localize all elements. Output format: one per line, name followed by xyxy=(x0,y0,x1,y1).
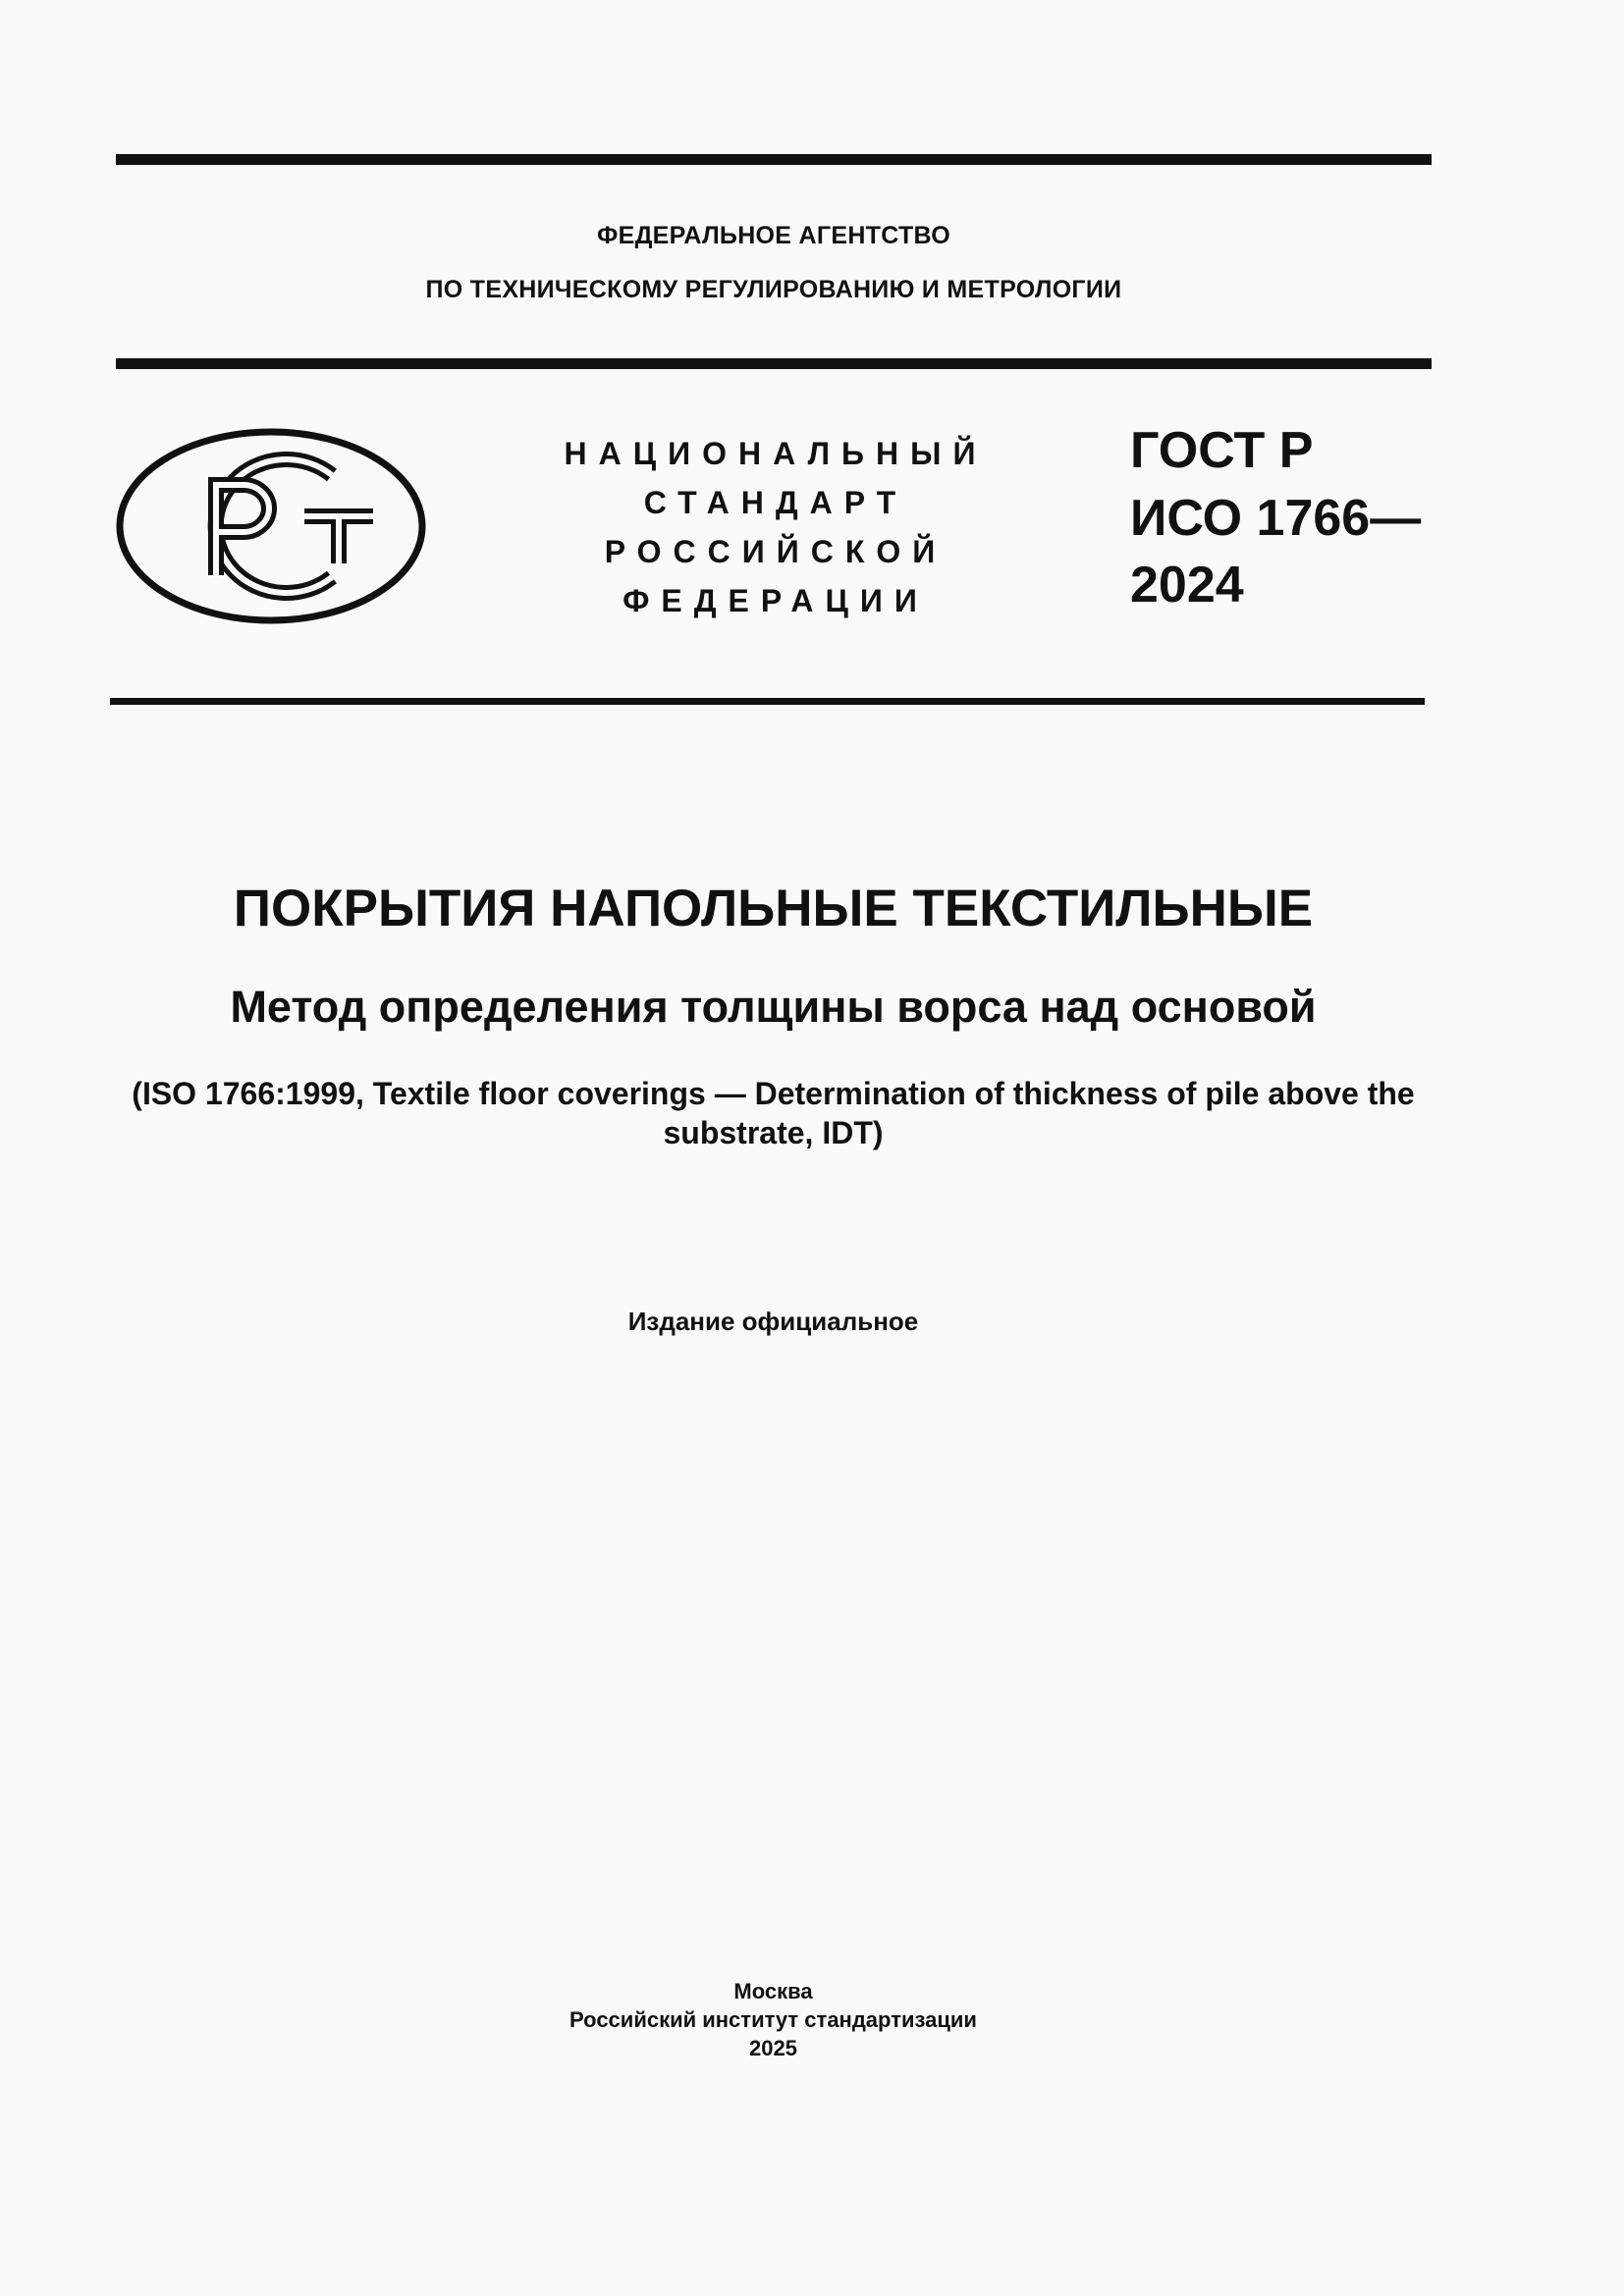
agency-line-1: ФЕДЕРАЛЬНОЕ АГЕНТСТВО xyxy=(596,222,951,249)
designation-line-3: 2024 xyxy=(1130,557,1244,614)
designation-line-2: ИСО 1766— xyxy=(1130,490,1422,547)
iso-reference: (ISO 1766:1999, Textile floor coverings — Determination of thickness of pile above the substrate, IDT) xyxy=(132,1076,1415,1150)
edition-note: Издание официальное xyxy=(627,1307,919,1336)
national-standard-line-1: НАЦИОНАЛЬНЫЙ xyxy=(564,436,988,471)
document-title: ПОКРЫТИЯ НАПОЛЬНЫЕ ТЕКСТИЛЬНЫЕ xyxy=(233,880,1314,937)
designation-line-1: ГОСТ Р xyxy=(1130,422,1314,479)
header-rule xyxy=(116,358,1432,369)
title-block-rule xyxy=(110,698,1425,705)
footer-publisher: Российский институт стандартизации xyxy=(569,2007,977,2032)
footer-year: 2025 xyxy=(749,2036,797,2060)
national-standard-line-3: РОССИЙСКОЙ xyxy=(604,534,947,569)
top-rule xyxy=(116,154,1432,165)
document-subtitle: Метод определения толщины ворса над основой xyxy=(230,982,1317,1032)
rst-logo-icon xyxy=(116,428,426,624)
national-standard-line-2: СТАНДАРТ xyxy=(643,485,908,520)
footer-city: Москва xyxy=(733,1979,813,2003)
national-standard-line-4: ФЕДЕРАЦИИ xyxy=(623,583,929,618)
agency-line-2: ПО ТЕХНИЧЕСКОМУ РЕГУЛИРОВАНИЮ И МЕТРОЛОГИИ xyxy=(425,276,1122,303)
